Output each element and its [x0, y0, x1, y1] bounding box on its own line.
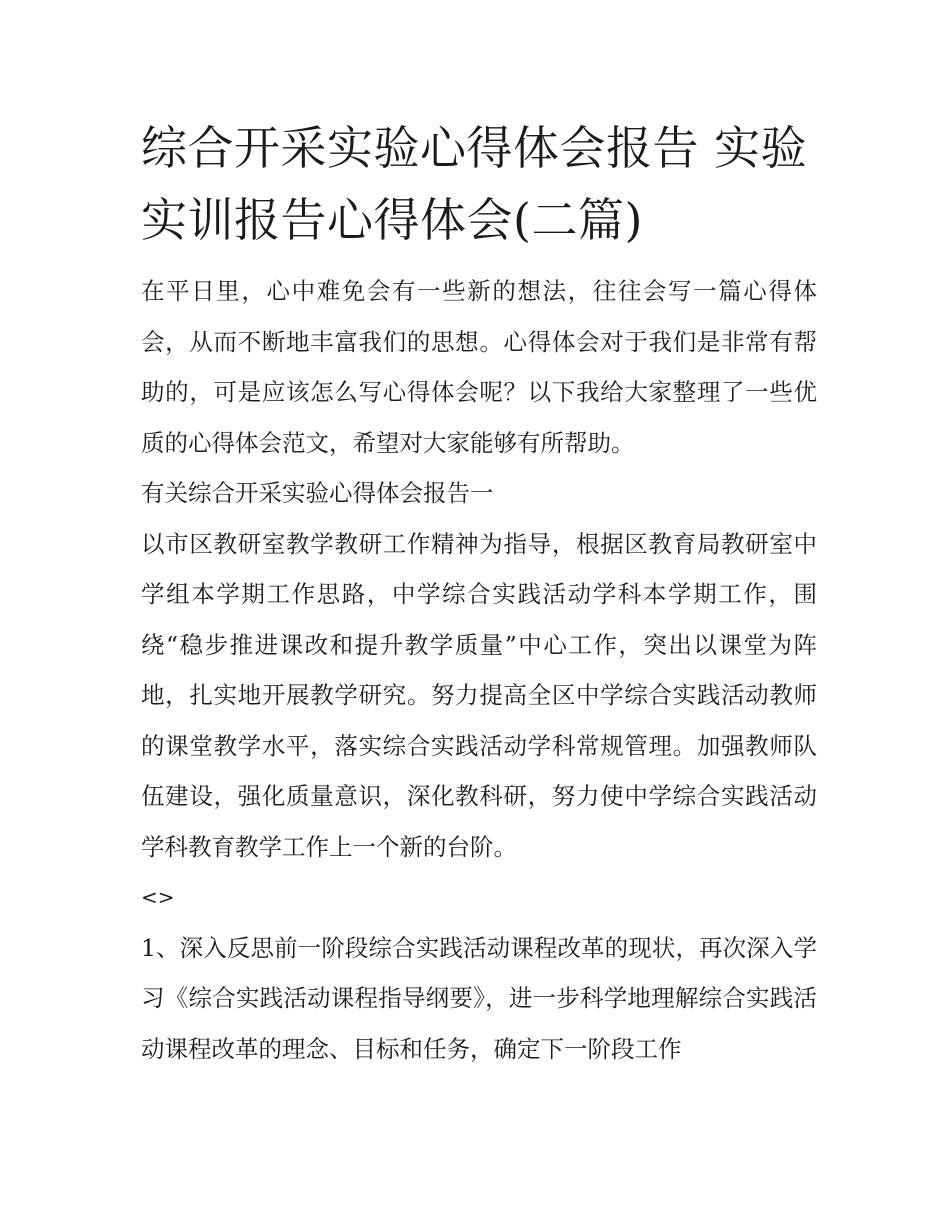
section-body: 以市区教研室教学教研工作精神为指导，根据区教育局教研室中学组本学期工作思路，中学综合实践活动学科本学期工作，围绕“稳步推进课改和提升教学质量”中心工作，突出以课堂为阵地，扎实地开展教学研究。努力提高全区中学综合实践活动教师的课堂教学水平，落实综合实践活动学科常规管理。加强教师队伍建设，强化质量意识，深化教科研，努力使中学综合实践活动学科教育教学工作上一个新的台阶。: [141, 529, 817, 861]
list-item-1: 1、深入反思前一阶段综合实践活动课程改革的现状，再次深入学习《综合实践活动课程指导纲要》，进一步科学地理解综合实践活动课程改革的理念、目标和任务，确定下一阶段工作: [141, 933, 817, 1063]
intro-paragraph: 在平日里，心中难免会有一些新的想法，往往会写一篇心得体会，从而不断地丰富我们的思想。心得体会对于我们是非常有帮助的，可是应该怎么写心得体会呢？以下我给大家整理了一些优质的心得体会范文，希望对大家能够有所帮助。: [141, 277, 817, 457]
marker-text: <>: [141, 885, 175, 909]
document-page: [141, 112, 817, 1074]
section-heading: 有关综合开采实验心得体会报告一: [141, 479, 494, 507]
document-title: 综合开采实验心得体会报告 实验实训报告心得体会(二篇): [141, 121, 808, 247]
